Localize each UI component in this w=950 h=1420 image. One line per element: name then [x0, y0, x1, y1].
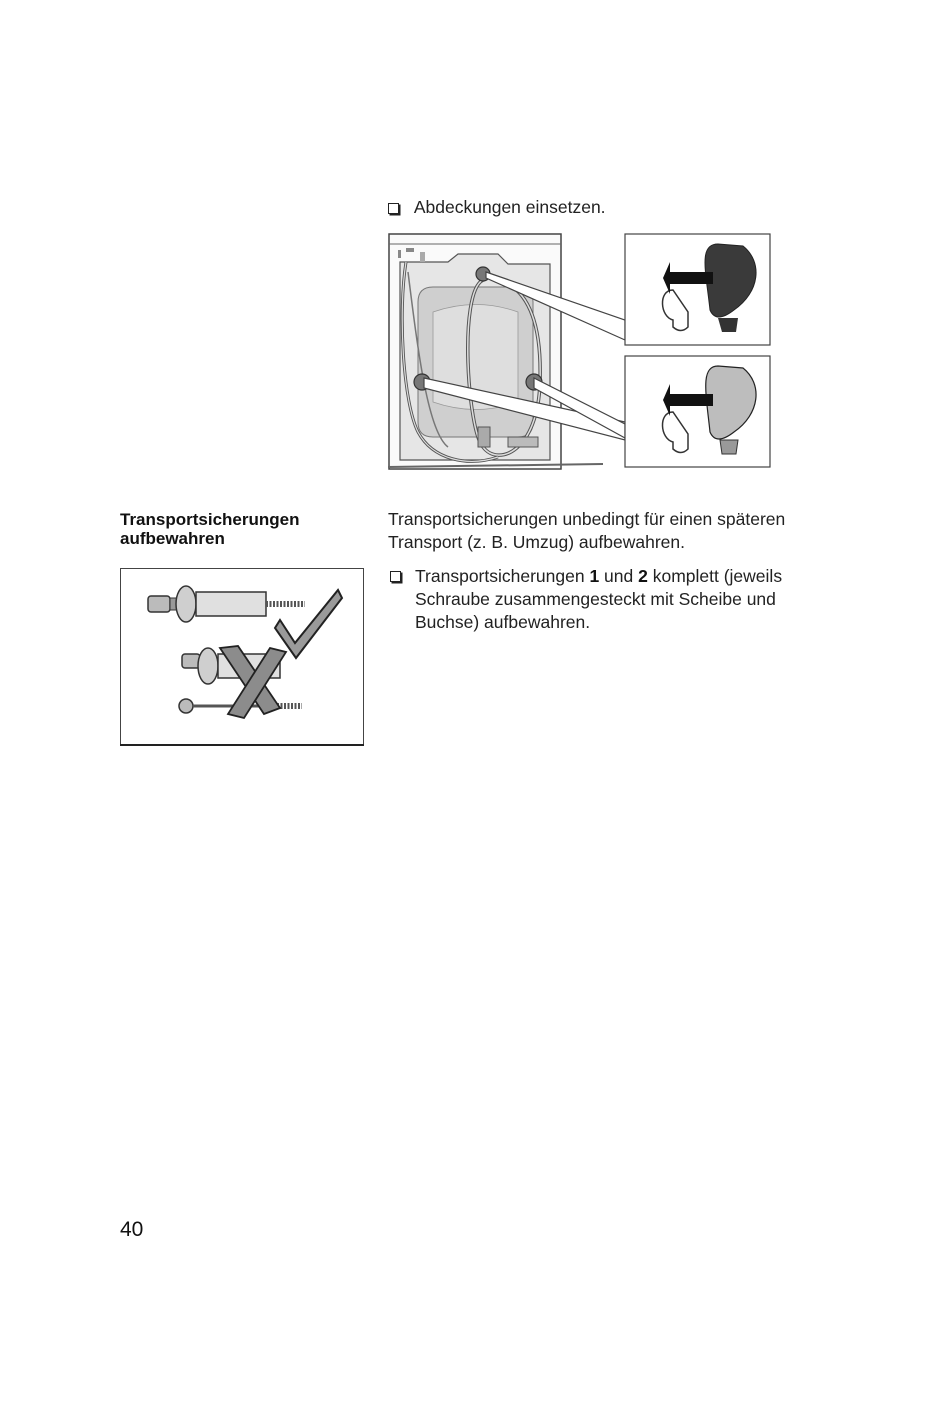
washer-back-illustration [388, 232, 774, 476]
bullet-line-2: Schraube zusammengesteckt mit Scheibe und [415, 589, 776, 609]
transport-lock-illustration [120, 568, 365, 748]
checkbox-bullet-icon [390, 571, 401, 582]
bullet-text-mid: und [599, 566, 639, 586]
intro-line-2: Transport (z. B. Umzug) aufbewahren. [388, 532, 685, 552]
bullet-line-1 [415, 565, 858, 588]
instruction-keep-locks [388, 565, 858, 634]
instruction-insert-covers [388, 196, 606, 219]
intro-paragraph [388, 508, 858, 554]
section-heading [120, 510, 360, 548]
bullet-line-3: Buchse) aufbewahren. [415, 612, 591, 632]
heading-line-2: aufbewahren [120, 529, 225, 548]
lock-number-2: 2 [638, 566, 648, 586]
checkbox-bullet-icon [388, 203, 399, 214]
lock-number-1: 1 [589, 566, 600, 586]
bullet-text-pre: Transportsicherungen [415, 566, 590, 586]
page-number: 40 [120, 1218, 144, 1241]
instruction-text: Abdeckungen einsetzen. [413, 197, 606, 217]
bullet-text [415, 565, 858, 634]
bullet-text-post: komplett (jeweils [647, 566, 783, 586]
intro-line-1: Transportsicherungen unbedingt für einen späteren [388, 509, 786, 529]
heading-line-1: Transportsicherungen [120, 510, 300, 529]
